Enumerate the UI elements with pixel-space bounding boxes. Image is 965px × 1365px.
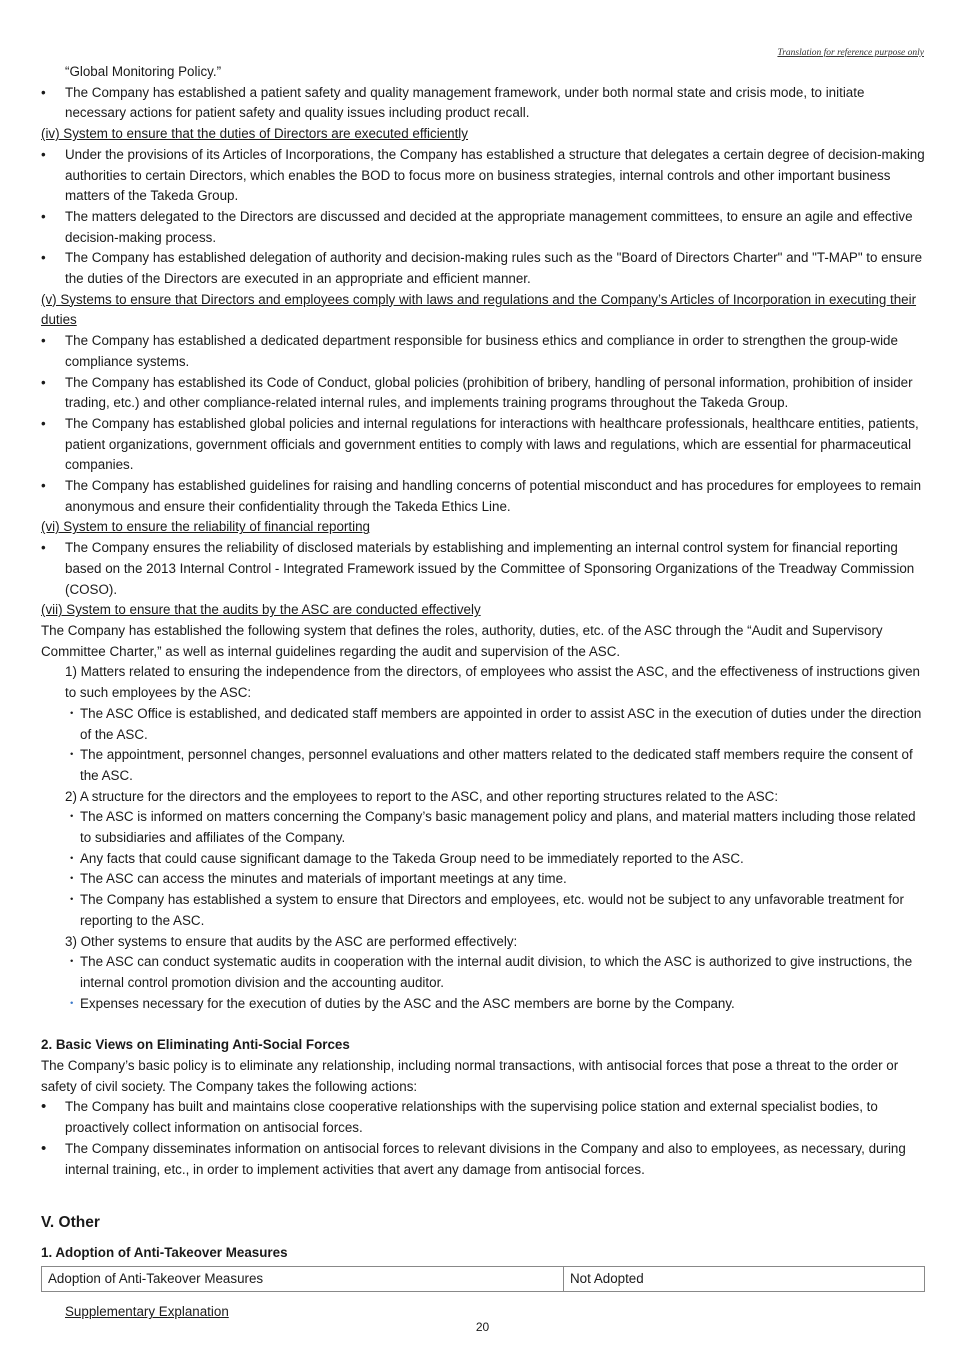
translation-note: Translation for reference purpose only bbox=[777, 48, 924, 58]
list-item-text: The Company ensures the reliability of disclosed materials by establishing and implementing an internal control system for financial reporting based on the 2013 Internal Control - Integrated Framework issued by the Committee of Sponsoring Organizations of the Treadway Commission (COSO). bbox=[65, 540, 915, 597]
section-iv-heading: (iv) System to ensure that the duties of Directors are executed efficiently bbox=[41, 126, 468, 142]
list-item-text: The Company has established a patient safety and quality management framework, under both normal state and crisis mode, to initiate necessary actions for patient safety and quality issues including product recall. bbox=[65, 84, 865, 121]
list-item bbox=[41, 476, 925, 517]
sub-bullet-mark: ・ bbox=[65, 995, 79, 1011]
list-item bbox=[41, 538, 925, 600]
list-item-text: Expenses necessary for the execution of duties by the ASC and the ASC members are borne by the Company. bbox=[80, 995, 735, 1011]
bullet-mark: • bbox=[41, 374, 46, 390]
list-item bbox=[41, 248, 925, 289]
sub-bullet-mark: ・ bbox=[65, 892, 79, 908]
sub-bullet-mark: ・ bbox=[65, 809, 79, 825]
list-item bbox=[41, 1139, 925, 1180]
section-v-heading: (v) Systems to ensure that Directors and employees comply with laws and regulations and the Company’s Articles of Incorporation in executing their duties bbox=[41, 291, 917, 328]
list-item-text: The Company has built and maintains close cooperative relationships with the supervising police station and external specialist bodies, to proactively collect information on antisocial forces. bbox=[65, 1099, 878, 1136]
group-1-title: 1) Matters related to ensuring the independence from the directors, of employees who assist the ASC, and the effectiveness of instructions given to such employees by the ASC: bbox=[65, 664, 920, 701]
sub-bullet-mark: ・ bbox=[65, 747, 79, 763]
list-item bbox=[41, 807, 925, 848]
section-vii-heading: (vii) System to ensure that the audits by the ASC are conducted effectively bbox=[41, 602, 481, 618]
list-item-text: The Company has established delegation of authority and decision-making rules such as the "Board of Directors Charter" and "T-MAP" to ensure the duties of the Directors are executed in an appropriate and efficient manner. bbox=[65, 250, 923, 287]
group-3-title: 3) Other systems to ensure that audits by the ASC are performed effectively: bbox=[65, 933, 518, 949]
list-item bbox=[41, 704, 925, 745]
list-item bbox=[41, 1097, 925, 1138]
list-item-text: The Company has established global policies and internal regulations for interactions with healthcare professionals, healthcare entities, patients, patient organizations, government officials and government entities to comply with laws and regulations, which are essential for pharmaceutical companies. bbox=[65, 415, 919, 473]
sub-bullet-mark: ・ bbox=[65, 954, 79, 970]
section-v-other-title: V. Other bbox=[41, 1214, 100, 1232]
list-item-text: The ASC is informed on matters concerning the Company’s basic management policy and plans, and material matters including those related to subsidiaries and affiliates of the Company. bbox=[80, 809, 916, 846]
bullet-mark: • bbox=[41, 1139, 47, 1157]
table-value-cell: Not Adopted bbox=[564, 1266, 925, 1292]
bullet-mark: • bbox=[41, 415, 46, 431]
bullet-mark: • bbox=[41, 1098, 47, 1116]
bullet-mark: • bbox=[41, 478, 46, 494]
section-vi-heading: (vi) System to ensure the reliability of financial reporting bbox=[41, 519, 370, 535]
list-item-text: Under the provisions of its Articles of Incorporations, the Company has established a structure that delegates a certain degree of decision-making authorities to certain Directors, which enables the BOD to focus more on business strategies, internal controls and other important business matters of the Takeda Group. bbox=[65, 146, 925, 204]
sub-bullet-mark: ・ bbox=[65, 850, 79, 866]
group-2-title: 2) A structure for the directors and the employees to report to the ASC, and other reporting structures related to the ASC: bbox=[65, 788, 779, 804]
section-vii-intro: The Company has established the following system that defines the roles, authority, duties, etc. of the ASC through the “Audit and Supervisory Committee Charter,” as well as internal guidelines regarding the audit and supervision of the ASC. bbox=[41, 622, 883, 659]
list-item-text: The Company has established guidelines for raising and handling concerns of potential misconduct and has procedures for employees to remain anonymous and ensure their confidentiality through the Takeda Ethics Line. bbox=[65, 478, 922, 514]
bullet-mark: • bbox=[41, 333, 46, 349]
list-item-text: The Company has established a system to ensure that Directors and employees, etc. would not be subject to any unfavorable treatment for reporting to the ASC. bbox=[80, 892, 904, 928]
list-item-text: The appointment, personnel changes, personnel evaluations and other matters related to the dedicated staff members require the consent of the ASC. bbox=[80, 747, 913, 783]
bullet-mark: • bbox=[41, 540, 46, 556]
list-item bbox=[41, 373, 925, 414]
sub-bullet-mark: ・ bbox=[65, 871, 79, 887]
list-item-text: The ASC can conduct systematic audits in cooperation with the internal audit division, to which the ASC is authorized to give instructions, the internal control promotion division and the accounting auditor. bbox=[80, 954, 913, 990]
table-label-cell: Adoption of Anti-Takeover Measures bbox=[42, 1266, 564, 1292]
list-item-text: The Company disseminates information on antisocial forces to relevant divisions in the Company and also to employees, as necessary, during internal training, etc., in order to implement activities that avert any damage from antisocial forces. bbox=[65, 1140, 906, 1177]
anti-takeover-table bbox=[41, 1266, 925, 1293]
list-item bbox=[41, 952, 925, 993]
list-item bbox=[41, 331, 925, 372]
anti-takeover-title: 1. Adoption of Anti-Takeover Measures bbox=[41, 1244, 288, 1260]
list-item bbox=[41, 414, 925, 476]
list-item bbox=[41, 849, 925, 870]
list-item-text: The matters delegated to the Directors are discussed and decided at the appropriate management committees, to ensure an agile and effective decision-making process. bbox=[65, 208, 913, 245]
list-item-text: Any facts that could cause significant damage to the Takeda Group need to be immediately reported to the ASC. bbox=[80, 850, 744, 866]
supplementary-explanation: Supplementary Explanation bbox=[65, 1304, 229, 1320]
page-number: 20 bbox=[475, 1320, 490, 1334]
document-body bbox=[41, 62, 925, 1336]
list-item-text: The ASC can access the minutes and materials of important meetings at any time. bbox=[80, 871, 567, 887]
list-item-text: The ASC Office is established, and dedicated staff members are appointed in order to assist ASC in the execution of duties under the direction of the ASC. bbox=[80, 705, 922, 742]
list-item bbox=[41, 145, 925, 207]
list-item bbox=[41, 207, 925, 248]
bullet-mark: • bbox=[41, 250, 46, 266]
bullet-mark: • bbox=[41, 146, 46, 162]
sub-bullet-mark: ・ bbox=[65, 705, 79, 721]
list-item bbox=[41, 83, 925, 124]
top-line: “Global Monitoring Policy.” bbox=[65, 64, 222, 79]
list-item-text: The Company has established its Code of Conduct, global policies (prohibition of bribery, handling of personal information, prohibition of insider trading, etc.) and other compliance-related internal rules, and implements training programs throughout the Takeda Group. bbox=[65, 374, 913, 411]
list-item bbox=[41, 994, 925, 1015]
list-item bbox=[41, 869, 925, 890]
list-item bbox=[41, 890, 925, 931]
list-item bbox=[41, 745, 925, 786]
list-item-text: The Company has established a dedicated department responsible for business ethics and compliance in order to strengthen the group-wide compliance systems. bbox=[65, 333, 898, 369]
anti-social-title: 2. Basic Views on Eliminating Anti-Social Forces bbox=[41, 1037, 350, 1053]
table-row bbox=[42, 1266, 925, 1292]
bullet-mark: • bbox=[41, 84, 46, 100]
bullet-mark: • bbox=[41, 208, 46, 224]
anti-social-intro: The Company’s basic policy is to eliminate any relationship, including normal transactions, with antisocial forces that pose a threat to the order or safety of civil society. The Company takes the following actions: bbox=[41, 1058, 899, 1094]
